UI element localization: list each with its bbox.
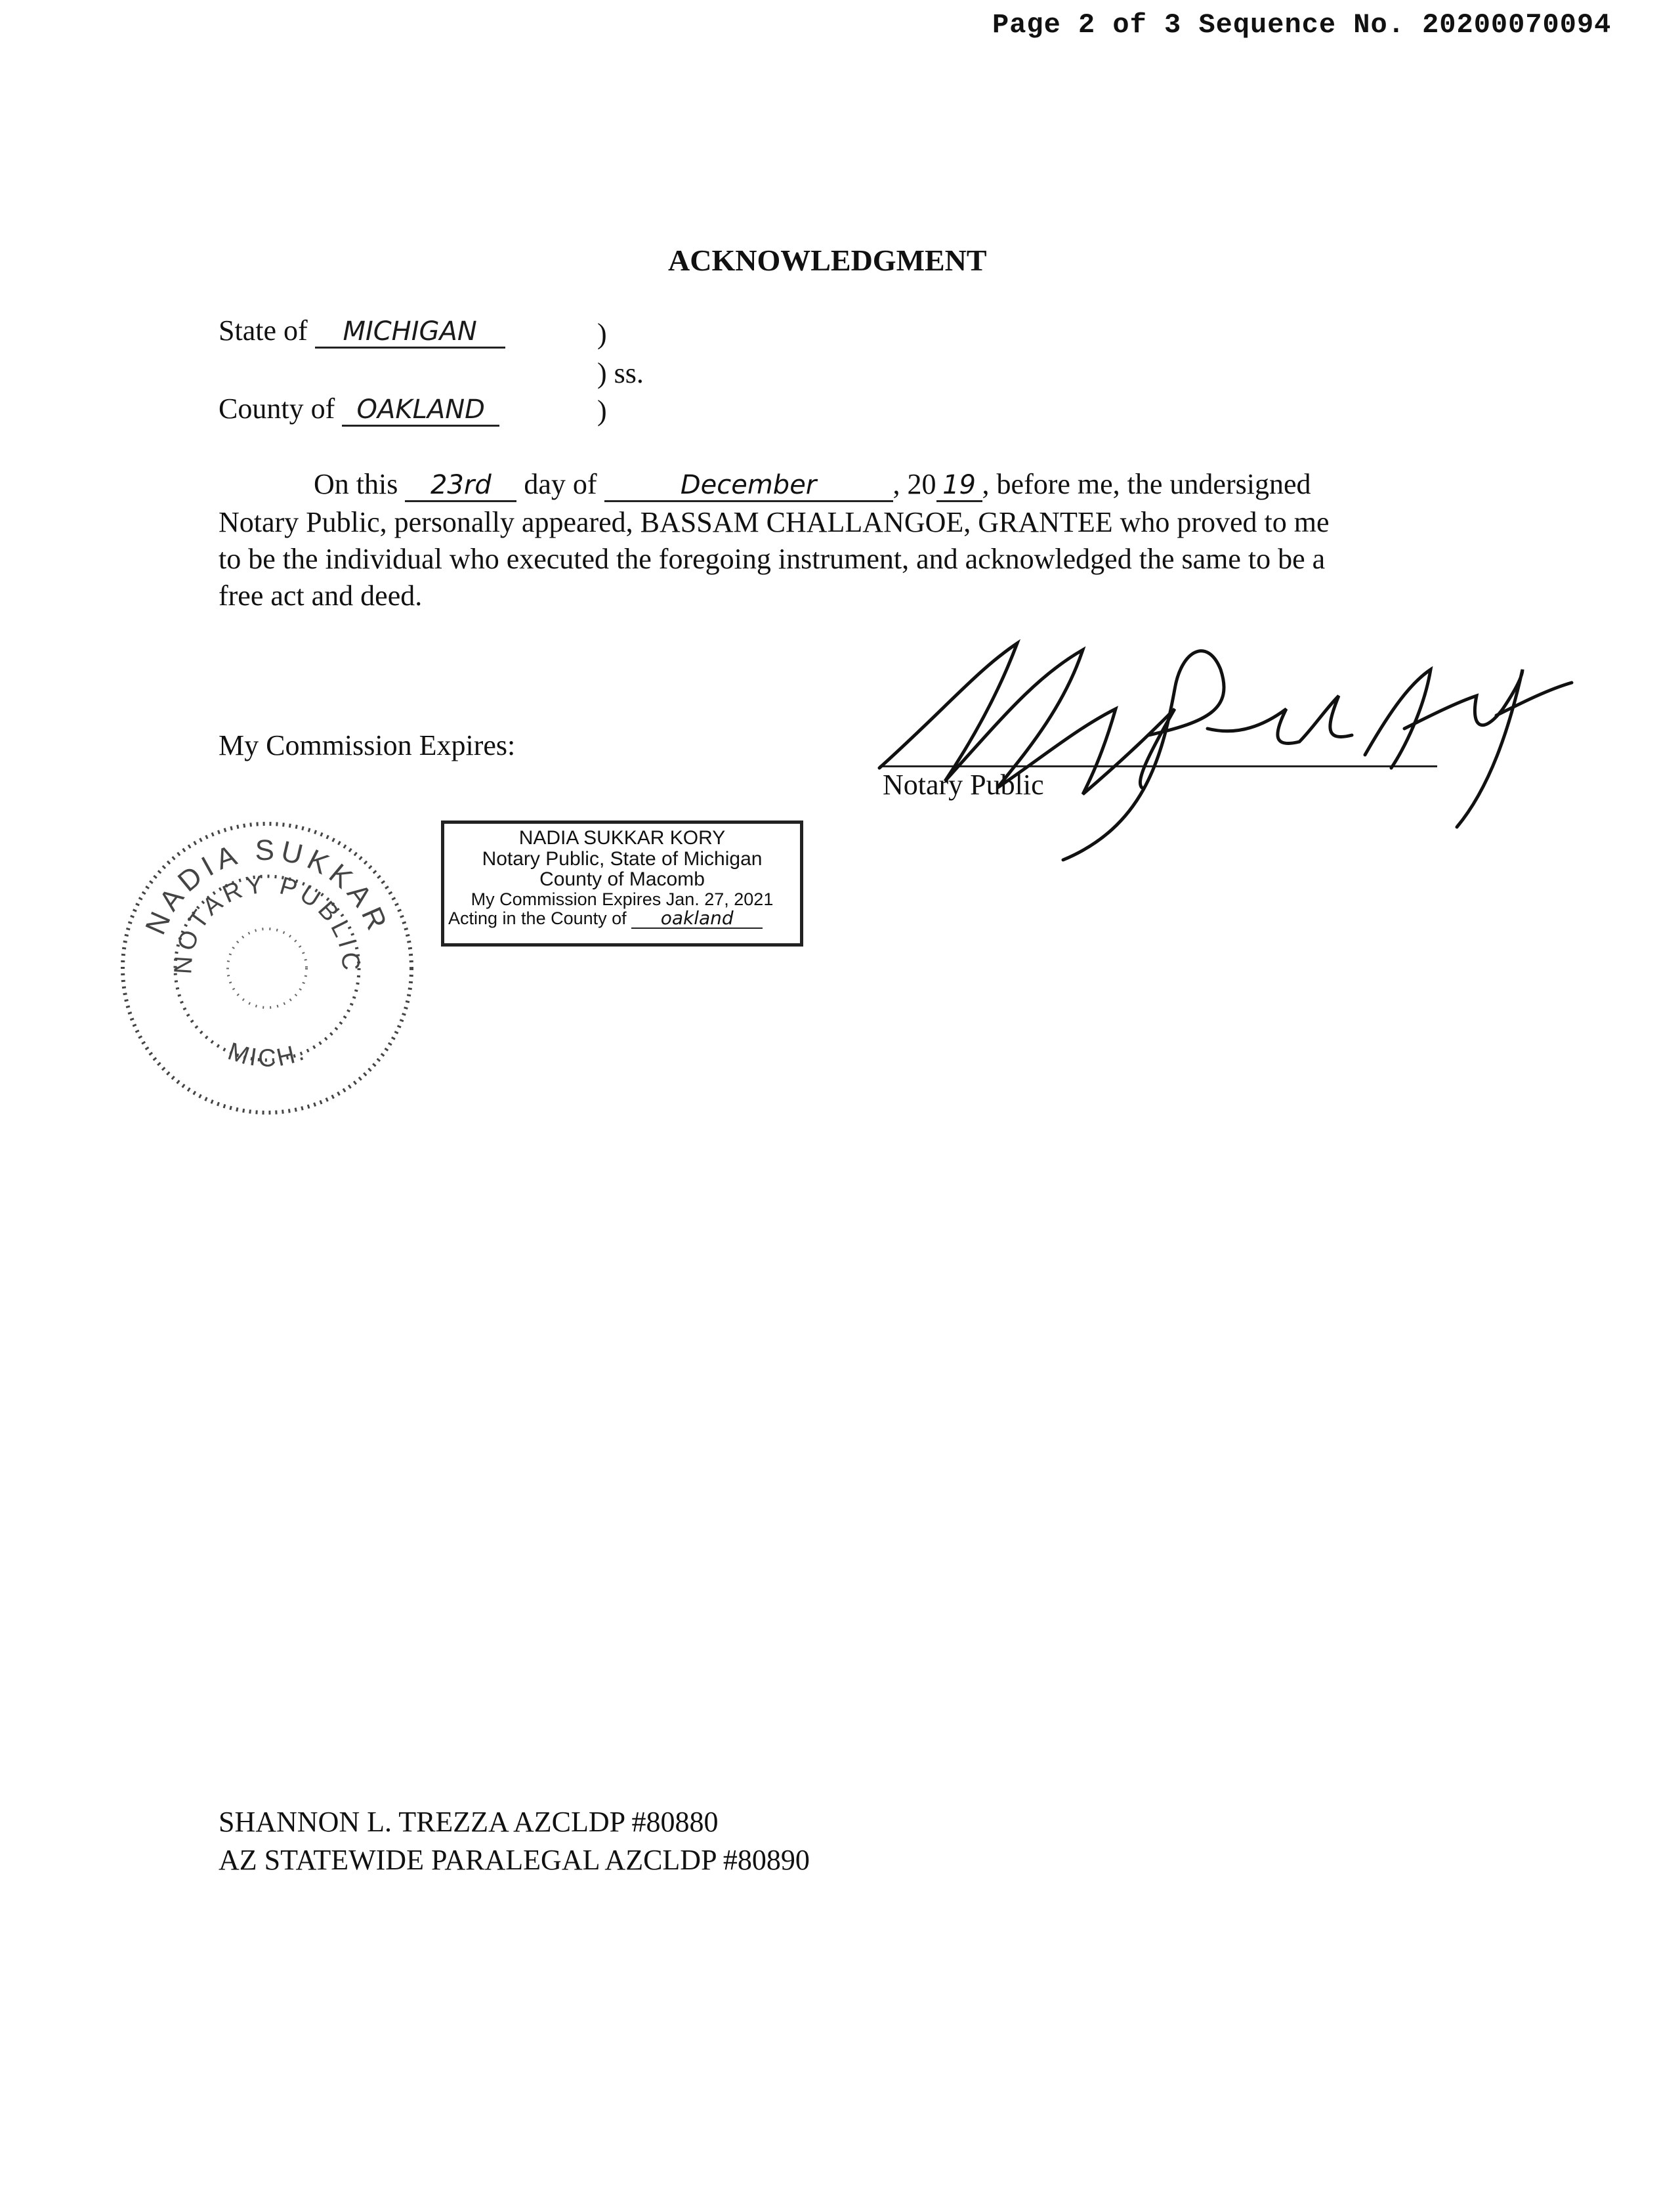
state-value: MICHIGAN	[315, 316, 505, 349]
preparer-line-2: AZ STATEWIDE PARALEGAL AZCLDP #80890	[219, 1844, 810, 1876]
year-value: 19	[936, 470, 982, 502]
on-this-text: On this	[314, 468, 398, 500]
county-value: OAKLAND	[342, 394, 499, 427]
body-line-4: free act and deed.	[219, 580, 423, 612]
state-line	[219, 314, 505, 349]
preparer-line-1: SHANNON L. TREZZA AZCLDP #80880	[219, 1806, 719, 1838]
document-title: ACKNOWLEDGMENT	[668, 244, 987, 277]
notary-stamp	[441, 820, 803, 947]
paren-1: )	[597, 318, 607, 350]
commission-expires-label: My Commission Expires:	[219, 729, 516, 761]
stamp-name: NADIA SUKKAR KORY	[518, 827, 726, 849]
stamp-title: Notary Public, State of Michigan	[482, 847, 763, 870]
day-of-text: day of	[524, 468, 597, 500]
seal-bottom-text: MICH.	[224, 1037, 310, 1073]
state-label: State of	[219, 314, 308, 347]
notary-seal	[113, 814, 421, 1122]
page-sequence-header: Page 2 of 3 Sequence No. 20200070094	[992, 9, 1612, 41]
day-value: 23rd	[405, 470, 516, 502]
body-line-1-rest: , before me, the undersigned	[982, 468, 1311, 500]
year-prefix: , 20	[892, 468, 936, 500]
month-value: December	[604, 470, 893, 502]
notary-signature	[866, 630, 1575, 880]
seal-inner-text: NOTARY PUBLIC	[169, 870, 365, 975]
ss-marker: ) ss.	[597, 357, 644, 389]
paren-2: )	[597, 394, 607, 427]
notary-public-label: Notary Public	[883, 769, 1044, 801]
stamp-acting	[444, 908, 800, 929]
county-label: County of	[219, 393, 335, 425]
seal-outer-text: NADIA SUKKAR	[139, 834, 395, 939]
svg-text:MICH.	[224, 1038, 310, 1073]
stamp-acting-label: Acting in the County of	[448, 908, 627, 928]
stamp-expires: My Commission Expires Jan. 27, 2021	[471, 889, 774, 909]
county-line	[219, 392, 499, 427]
svg-text:NADIA SUKKAR	[139, 834, 395, 939]
body-line-3: to be the individual who executed the foregoing instrument, and acknowledged the same to be a	[219, 543, 1326, 575]
body-line-2: Notary Public, personally appeared, BASSAM CHALLANGOE, GRANTEE who proved to me	[219, 506, 1330, 538]
stamp-acting-value: oakland	[631, 908, 763, 929]
stamp-county: County of Macomb	[539, 868, 705, 890]
body-line-1	[314, 467, 1311, 502]
